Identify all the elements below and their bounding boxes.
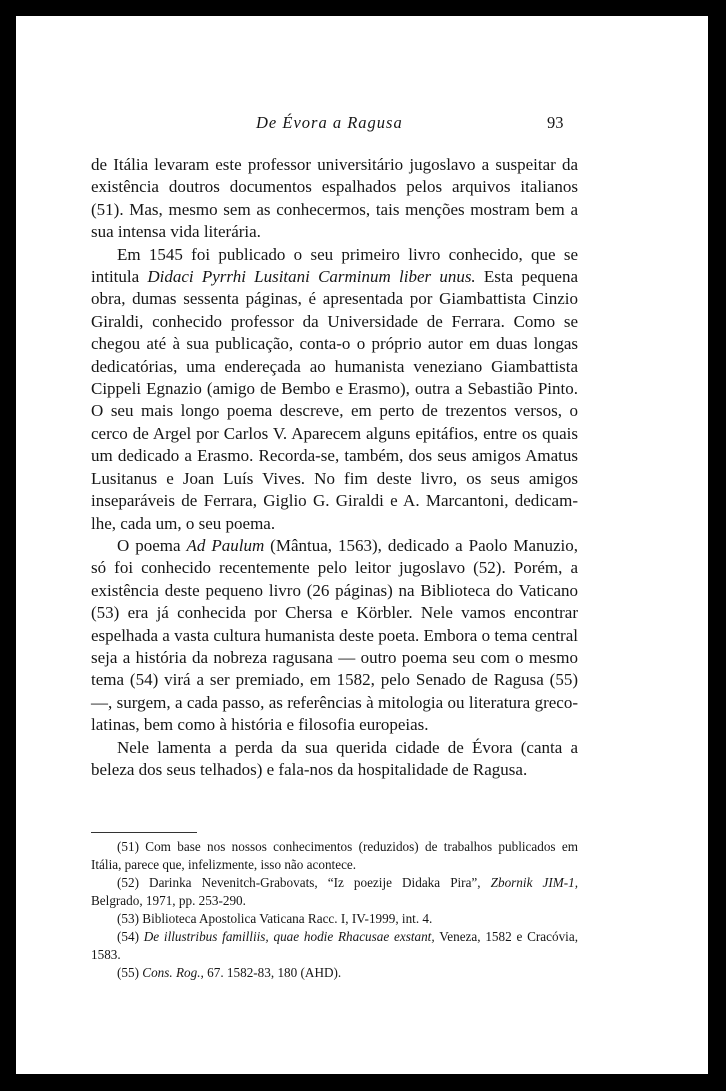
paragraph [91,535,578,737]
text-run: Nele lamenta a perda da sua querida cidade de Évora (canta a beleza dos seus telhados) e fala-nos da hospitalidade de Ragusa. [91,737,578,779]
paragraph [91,737,578,782]
footnote-separator [91,832,197,833]
text-run: Veneza, 1582 e Cracóvia, 1583. [91,929,578,962]
text-run: (Mântua, 1563), dedicado a Paolo Manuzio, só foi conhecido recentemente pelo leitor jugoslavo (52). Porém, a existência deste pequeno livro (26 páginas) na Biblioteca do Vaticano (53) era já conhecida por Chersa e Körbler. Nele vamos encontrar espelhada a vasta cultura humanista deste poeta. Embora o tema central seja a história da nobreza ragusana — outro poema seu com o mesmo tema (54) virá a ser premiado, em 1582, pelo Senado de Ragusa (55) —, surgem, a cada passo, as referências à mitologia ou literatura greco-latinas, bem como à história e filosofia europeias. [91,535,579,735]
book-page [16,16,708,1074]
footnotes [91,838,578,982]
text-run: (53) Biblioteca Apostolica Vaticana Racc. I, IV-1999, int. 4. [117,911,433,926]
footnote [91,964,578,982]
running-title: De Évora a Ragusa [256,113,403,132]
text-run: de Itália levaram este professor universitário jugoslavo a suspeitar da existência doutros documentos espalhados pelos arquivos italianos (51). Mas, mesmo sem as conhecermos, tais menções mostram bem a sua intensa vida literária. [91,155,578,242]
text-run: Belgrado, 1971, pp. 253-290. [91,893,246,908]
italic-text: Ad Paulum [186,535,265,555]
paragraph [91,154,578,244]
text-run: Esta pequena obra, dumas sessenta páginas, é apresentada por Giambattista Cinzio Giraldi, conhecido professor da Universidade de Ferrara. Como se chegou até à sua publicação, conta-o o próprio autor em duas longas dedicatórias, uma endereçada ao humanista veneziano Giambattista Cippeli Egnazio (amigo de Bembo e Erasmo), outra a Sebastião Pinto. O seu mais longo poema descreve, em perto de trezentos versos, o cerco de Argel por Carlos V. Aparecem alguns epitáfios, entre os quais um dedicado a Erasmo. Recorda-se, também, dos seus amigos Amatus Lusitanus e Joan Luís Vives. No fim deste livro, os seus amigos inseparáveis de Ferrara, Giglio G. Giraldi e A. Marcantoni, dedicam-lhe, cada um, o seu poema. [91,267,578,533]
italic-text: Zbornik JIM-1, [490,875,579,890]
text-run: (51) Com base nos nossos conhecimentos (reduzidos) de trabalhos publicados em Itália, parece que, infelizmente, isso não acontece. [91,839,578,872]
page-header [16,113,708,135]
text-run: Em 1545 foi publicado o seu primeiro livro conhecido, que se intitula [91,244,578,287]
footnote [91,838,578,874]
italic-text: De illustribus familliis, quae hodie Rhacusae exstant, [143,929,435,944]
text-run: 67. 1582-83, 180 (AHD). [203,965,342,980]
text-run: O poema [117,535,187,555]
text-run: (54) [117,929,144,944]
italic-text: Cons. Rog., [142,965,204,980]
text-run: (52) Darinka Nevenitch-Grabovats, “Iz poezije Didaka Pira”, [117,875,491,890]
text-run: (55) [117,965,143,980]
page-number: 93 [547,113,564,132]
italic-text: Didaci Pyrrhi Lusitani Carminum liber unus. [147,267,476,287]
footnote [91,910,578,928]
paragraph [91,244,578,535]
body-text [91,154,578,781]
footnote [91,928,578,964]
footnote [91,874,578,910]
